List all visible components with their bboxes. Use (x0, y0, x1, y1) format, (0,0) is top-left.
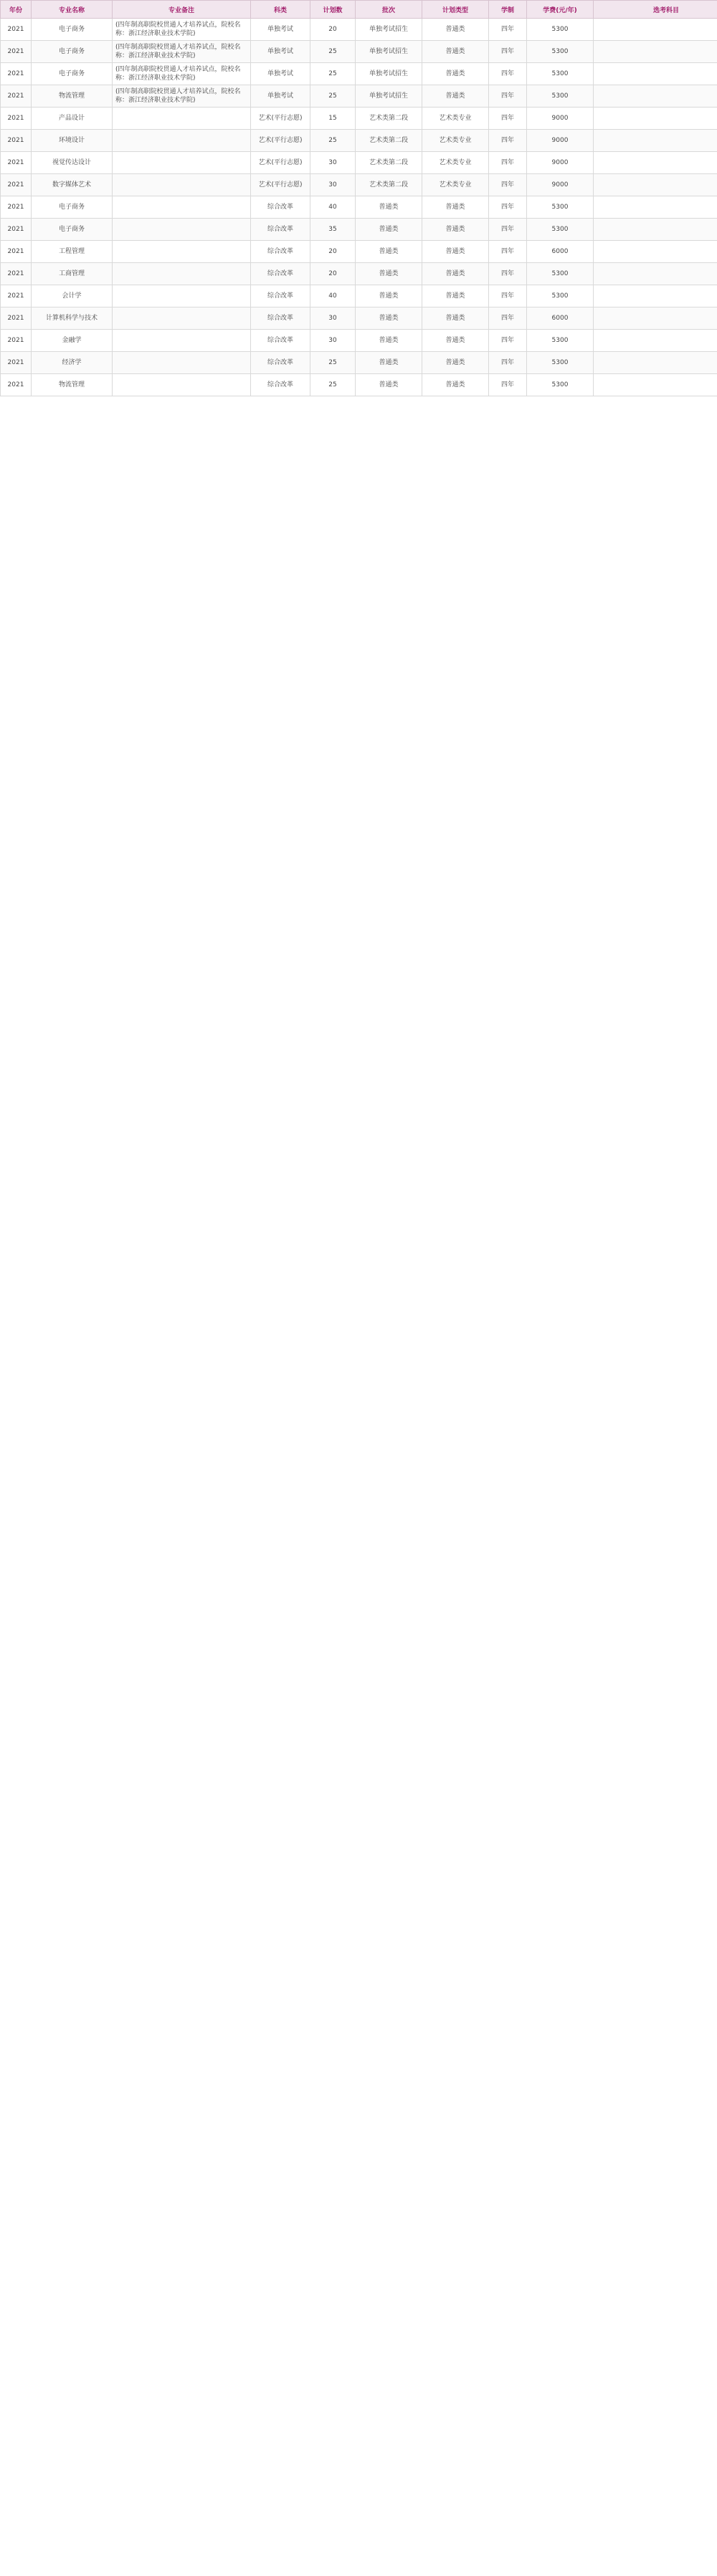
cell-note (113, 263, 251, 285)
cell-category: 艺术(平行志愿) (251, 108, 310, 130)
cell-category: 综合改革 (251, 352, 310, 374)
cell-plan-count: 30 (310, 174, 356, 196)
cell-plan-type: 普通类 (422, 285, 489, 307)
cell-major: 电子商务 (32, 196, 113, 219)
cell-tuition: 5300 (527, 85, 594, 108)
cell-plan-count: 25 (310, 85, 356, 108)
cell-batch: 艺术类第二段 (356, 152, 422, 174)
cell-batch: 普通类 (356, 241, 422, 263)
cell-duration: 四年 (489, 307, 527, 330)
table-row (1, 374, 717, 396)
cell-duration: 四年 (489, 85, 527, 108)
cell-batch: 普通类 (356, 330, 422, 352)
header-plan-type: 计划类型 (422, 1, 489, 19)
cell-batch: 艺术类第二段 (356, 174, 422, 196)
cell-elective (594, 374, 717, 396)
cell-tuition: 9000 (527, 108, 594, 130)
table-row (1, 130, 717, 152)
cell-year: 2021 (1, 330, 32, 352)
table-row (1, 108, 717, 130)
cell-tuition: 9000 (527, 130, 594, 152)
cell-batch: 普通类 (356, 196, 422, 219)
cell-plan-type: 普通类 (422, 63, 489, 85)
cell-tuition: 6000 (527, 241, 594, 263)
header-major: 专业名称 (32, 1, 113, 19)
cell-elective (594, 263, 717, 285)
table-row (1, 41, 717, 63)
header-plan-count: 计划数 (310, 1, 356, 19)
cell-major: 工程管理 (32, 241, 113, 263)
cell-batch: 普通类 (356, 263, 422, 285)
cell-major: 产品设计 (32, 108, 113, 130)
cell-batch: 单独考试招生 (356, 19, 422, 41)
cell-duration: 四年 (489, 152, 527, 174)
cell-year: 2021 (1, 41, 32, 63)
cell-year: 2021 (1, 63, 32, 85)
cell-elective (594, 352, 717, 374)
cell-duration: 四年 (489, 174, 527, 196)
cell-tuition: 9000 (527, 152, 594, 174)
table-row (1, 85, 717, 108)
header-tuition: 学费(元/年) (527, 1, 594, 19)
cell-major: 经济学 (32, 352, 113, 374)
cell-major: 电子商务 (32, 63, 113, 85)
cell-tuition: 5300 (527, 330, 594, 352)
table-row (1, 174, 717, 196)
header-year: 年份 (1, 1, 32, 19)
cell-plan-count: 25 (310, 63, 356, 85)
cell-category: 艺术(平行志愿) (251, 174, 310, 196)
cell-elective (594, 196, 717, 219)
cell-plan-count: 25 (310, 130, 356, 152)
cell-plan-type: 普通类 (422, 330, 489, 352)
cell-duration: 四年 (489, 352, 527, 374)
cell-major: 电子商务 (32, 219, 113, 241)
cell-plan-count: 25 (310, 41, 356, 63)
cell-duration: 四年 (489, 130, 527, 152)
cell-major: 电子商务 (32, 41, 113, 63)
cell-elective (594, 85, 717, 108)
cell-category: 艺术(平行志愿) (251, 152, 310, 174)
table-row (1, 263, 717, 285)
header-category: 科类 (251, 1, 310, 19)
cell-plan-count: 25 (310, 374, 356, 396)
cell-category: 综合改革 (251, 219, 310, 241)
cell-note: (四年制高职院校贯通人才培养试点，院校名称：浙江经济职业技术学院) (113, 19, 251, 41)
cell-elective (594, 285, 717, 307)
cell-batch: 单独考试招生 (356, 63, 422, 85)
cell-plan-type: 普通类 (422, 85, 489, 108)
cell-plan-count: 20 (310, 19, 356, 41)
cell-year: 2021 (1, 241, 32, 263)
cell-category: 单独考试 (251, 63, 310, 85)
cell-elective (594, 174, 717, 196)
cell-note (113, 108, 251, 130)
cell-batch: 普通类 (356, 307, 422, 330)
cell-plan-type: 艺术类专业 (422, 174, 489, 196)
table-row (1, 196, 717, 219)
cell-major: 计算机科学与技术 (32, 307, 113, 330)
cell-year: 2021 (1, 85, 32, 108)
cell-plan-type: 普通类 (422, 19, 489, 41)
page (0, 0, 717, 396)
cell-elective (594, 41, 717, 63)
cell-year: 2021 (1, 108, 32, 130)
cell-note: (四年制高职院校贯通人才培养试点，院校名称：浙江经济职业技术学院) (113, 41, 251, 63)
table-body (1, 19, 717, 396)
cell-plan-count: 25 (310, 352, 356, 374)
cell-duration: 四年 (489, 241, 527, 263)
cell-major: 数字媒体艺术 (32, 174, 113, 196)
cell-elective (594, 219, 717, 241)
table-row (1, 19, 717, 41)
cell-plan-count: 15 (310, 108, 356, 130)
cell-elective (594, 130, 717, 152)
cell-plan-count: 30 (310, 330, 356, 352)
cell-plan-type: 普通类 (422, 219, 489, 241)
cell-plan-count: 20 (310, 241, 356, 263)
cell-tuition: 5300 (527, 374, 594, 396)
table-row (1, 219, 717, 241)
table-row (1, 285, 717, 307)
cell-plan-type: 普通类 (422, 241, 489, 263)
cell-category: 综合改革 (251, 285, 310, 307)
cell-plan-count: 20 (310, 263, 356, 285)
cell-note (113, 330, 251, 352)
cell-year: 2021 (1, 130, 32, 152)
cell-note (113, 307, 251, 330)
cell-note (113, 219, 251, 241)
cell-note (113, 285, 251, 307)
table-row (1, 352, 717, 374)
cell-tuition: 5300 (527, 63, 594, 85)
header-batch: 批次 (356, 1, 422, 19)
cell-category: 综合改革 (251, 241, 310, 263)
cell-duration: 四年 (489, 63, 527, 85)
cell-plan-count: 30 (310, 307, 356, 330)
cell-plan-count: 35 (310, 219, 356, 241)
table-row (1, 63, 717, 85)
cell-plan-type: 普通类 (422, 41, 489, 63)
cell-note: (四年制高职院校贯通人才培养试点，院校名称：浙江经济职业技术学院) (113, 63, 251, 85)
table-row (1, 241, 717, 263)
cell-major: 物流管理 (32, 85, 113, 108)
cell-plan-type: 普通类 (422, 196, 489, 219)
cell-batch: 艺术类第二段 (356, 130, 422, 152)
cell-major: 环境设计 (32, 130, 113, 152)
cell-note (113, 352, 251, 374)
cell-batch: 普通类 (356, 352, 422, 374)
cell-duration: 四年 (489, 196, 527, 219)
cell-major: 工商管理 (32, 263, 113, 285)
cell-tuition: 5300 (527, 19, 594, 41)
cell-year: 2021 (1, 174, 32, 196)
header-elective: 选考科目 (594, 1, 717, 19)
cell-batch: 普通类 (356, 374, 422, 396)
cell-year: 2021 (1, 285, 32, 307)
cell-tuition: 5300 (527, 352, 594, 374)
table-header (1, 1, 717, 19)
cell-category: 综合改革 (251, 263, 310, 285)
cell-category: 单独考试 (251, 41, 310, 63)
cell-duration: 四年 (489, 285, 527, 307)
cell-plan-count: 30 (310, 152, 356, 174)
cell-note (113, 241, 251, 263)
cell-duration: 四年 (489, 108, 527, 130)
cell-batch: 单独考试招生 (356, 85, 422, 108)
cell-plan-count: 40 (310, 285, 356, 307)
cell-tuition: 6000 (527, 307, 594, 330)
cell-category: 综合改革 (251, 307, 310, 330)
cell-year: 2021 (1, 196, 32, 219)
cell-elective (594, 152, 717, 174)
cell-category: 单独考试 (251, 85, 310, 108)
cell-note (113, 130, 251, 152)
cell-duration: 四年 (489, 263, 527, 285)
cell-year: 2021 (1, 19, 32, 41)
cell-year: 2021 (1, 374, 32, 396)
cell-category: 单独考试 (251, 19, 310, 41)
cell-plan-type: 普通类 (422, 263, 489, 285)
cell-tuition: 5300 (527, 41, 594, 63)
cell-tuition: 9000 (527, 174, 594, 196)
cell-elective (594, 63, 717, 85)
cell-duration: 四年 (489, 330, 527, 352)
cell-year: 2021 (1, 263, 32, 285)
cell-plan-type: 艺术类专业 (422, 130, 489, 152)
cell-note (113, 196, 251, 219)
table-row (1, 307, 717, 330)
cell-year: 2021 (1, 219, 32, 241)
cell-major: 会计学 (32, 285, 113, 307)
cell-category: 综合改革 (251, 196, 310, 219)
cell-category: 艺术(平行志愿) (251, 130, 310, 152)
cell-note (113, 374, 251, 396)
cell-elective (594, 241, 717, 263)
cell-plan-type: 普通类 (422, 374, 489, 396)
admission-plan-table (0, 0, 717, 396)
cell-plan-count: 40 (310, 196, 356, 219)
cell-major: 物流管理 (32, 374, 113, 396)
cell-plan-type: 艺术类专业 (422, 108, 489, 130)
header-note: 专业备注 (113, 1, 251, 19)
table-row (1, 330, 717, 352)
cell-note (113, 152, 251, 174)
cell-year: 2021 (1, 307, 32, 330)
cell-batch: 普通类 (356, 285, 422, 307)
cell-elective (594, 307, 717, 330)
cell-elective (594, 108, 717, 130)
cell-major: 金融学 (32, 330, 113, 352)
cell-plan-type: 普通类 (422, 352, 489, 374)
cell-year: 2021 (1, 352, 32, 374)
cell-year: 2021 (1, 152, 32, 174)
cell-tuition: 5300 (527, 285, 594, 307)
cell-tuition: 5300 (527, 263, 594, 285)
cell-duration: 四年 (489, 374, 527, 396)
cell-note (113, 174, 251, 196)
cell-category: 综合改革 (251, 330, 310, 352)
cell-elective (594, 330, 717, 352)
cell-major: 视觉传达设计 (32, 152, 113, 174)
cell-duration: 四年 (489, 19, 527, 41)
cell-note: (四年制高职院校贯通人才培养试点，院校名称：浙江经济职业技术学院) (113, 85, 251, 108)
cell-plan-type: 艺术类专业 (422, 152, 489, 174)
cell-major: 电子商务 (32, 19, 113, 41)
header-duration: 学制 (489, 1, 527, 19)
cell-category: 综合改革 (251, 374, 310, 396)
cell-batch: 艺术类第二段 (356, 108, 422, 130)
cell-duration: 四年 (489, 219, 527, 241)
cell-plan-type: 普通类 (422, 307, 489, 330)
cell-duration: 四年 (489, 41, 527, 63)
cell-tuition: 5300 (527, 196, 594, 219)
table-row (1, 152, 717, 174)
cell-batch: 普通类 (356, 219, 422, 241)
cell-elective (594, 19, 717, 41)
cell-tuition: 5300 (527, 219, 594, 241)
cell-batch: 单独考试招生 (356, 41, 422, 63)
